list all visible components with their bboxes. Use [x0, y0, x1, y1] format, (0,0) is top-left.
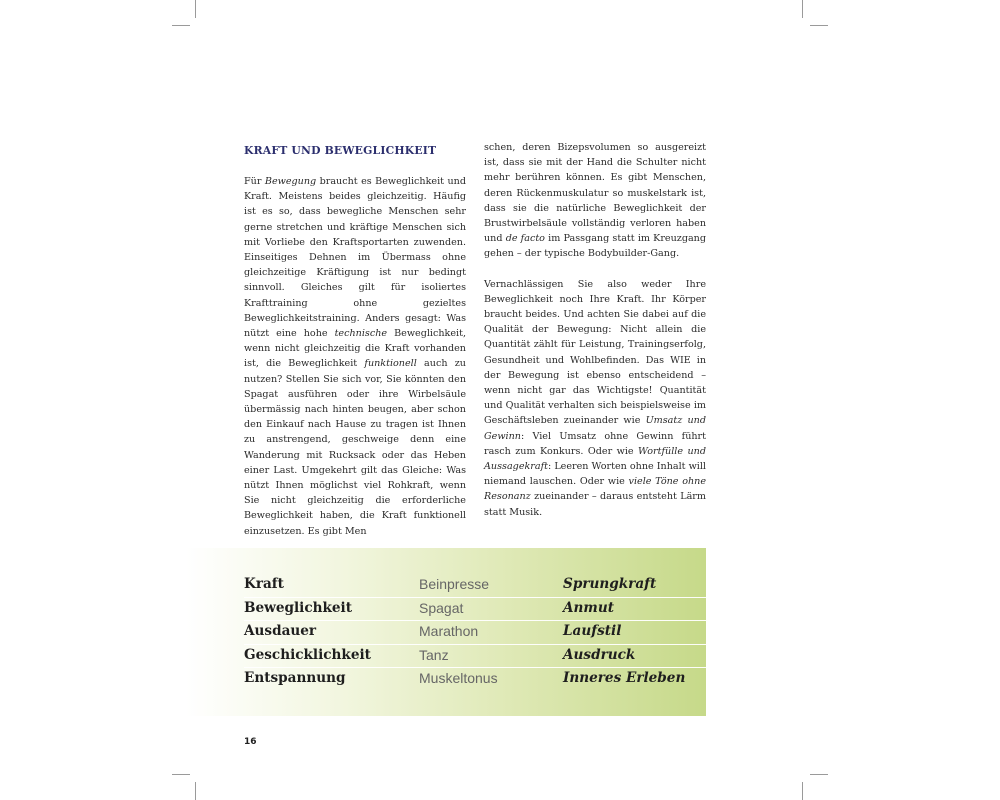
- table-row: [244, 645, 706, 669]
- table-row: [244, 574, 706, 598]
- expression-cell: Anmut: [563, 599, 614, 616]
- crop-mark: [172, 774, 190, 775]
- example-cell: Spagat: [419, 599, 464, 616]
- crop-mark: [802, 0, 803, 18]
- qualities-table: [244, 574, 706, 691]
- left-text-column: [244, 140, 466, 539]
- quality-cell: Beweglichkeit: [244, 599, 352, 616]
- right-text-column: [484, 140, 706, 520]
- crop-mark: [195, 782, 196, 800]
- table-row: [244, 598, 706, 622]
- body-paragraph: schen, deren Bizepsvolumen so ausgereizt ist, dass sie mit der Hand die Schulter nicht mehr berühren können. Es gibt Menschen, deren Rückenmuskulatur so muskelstark ist, dass sie die natürliche Beweglichkeit der Brustwirbelsäule vollständig verloren haben und de facto im Passgang statt im Kreuzgang gehen – der typische Bodybuilder-Gang.: [484, 142, 706, 260]
- crop-mark: [195, 0, 196, 18]
- crop-mark: [810, 25, 828, 26]
- example-cell: Muskeltonus: [419, 670, 498, 687]
- body-paragraph: Für Bewegung braucht es Beweglichkeit und Kraft. Meistens beides gleichzeitig. Häufig ist es so, dass bewegliche Menschen sehr gerne stretchen und kräftige Menschen sich mit Vorliebe den Kraftsportarten zuwenden. Einseitiges Dehnen im Übermass ohne gleichzeitige Kräftigung ist nur bedingt sinnvoll. Gleiches gilt für isoliertes Krafttraining ohne gezieltes Beweglichkeitstraining. Anders gesagt: Was nützt eine hohe technische Beweglichkeit, wenn nicht gleichzeitig die Kraft vorhanden ist, die Beweglichkeit funktionell auch zu nutzen? Stellen Sie sich vor, Sie könnten den Spagat ausführen oder ihre Wirbelsäule übermässig nach hinten beugen, aber schon den Einkauf nach Hause zu tragen ist Ihnen zu anstrengend, geschweige denn eine Wanderung mit Rucksack oder das Heben einer Last. Umgekehrt gilt das Gleiche: Was nützt Ihnen möglichst viel Rohkraft, wenn Sie nicht gleichzeitig die erforderliche Beweglichkeit haben, die Kraft funktionell einzusetzen. Es gibt Men: [244, 176, 466, 537]
- quality-cell: Ausdauer: [244, 623, 317, 640]
- expression-cell: Laufstil: [563, 623, 622, 640]
- expression-cell: Ausdruck: [563, 646, 636, 663]
- table-row: [244, 668, 706, 691]
- table-row: [244, 621, 706, 645]
- crop-mark: [172, 25, 190, 26]
- example-cell: Tanz: [419, 646, 449, 663]
- quality-cell: Geschicklichkeit: [244, 646, 371, 663]
- quality-cell: Entspannung: [244, 670, 346, 687]
- crop-mark: [802, 782, 803, 800]
- example-cell: Beinpresse: [419, 576, 490, 592]
- page-number: 16: [244, 737, 257, 747]
- example-cell: Marathon: [419, 623, 479, 640]
- quality-cell: Kraft: [244, 576, 284, 592]
- section-heading: KRAFT UND BEWEGLICHKEIT: [244, 144, 437, 157]
- expression-cell: Inneres Erleben: [563, 670, 686, 687]
- body-paragraph: Vernachlässigen Sie also weder Ihre Beweglichkeit noch Ihre Kraft. Ihr Körper braucht beides. Und achten Sie dabei auf die Qualität der Bewegung: Nicht allein die Quantität zählt für Leistung, Trainingserfolg, Gesundheit und Wohlbefinden. Das WIE in der Bewegung ist ebenso entscheidend – wenn nicht gar das Wichtigste! Quantität und Qualität verhalten sich beispielsweise im Geschäftsleben zueinander wie Umsatz und Gewinn: Viel Umsatz ohne Gewinn führt rasch zum Konkurs. Oder wie Wortfülle und Aussagekraft: Leeren Worten ohne Inhalt will niemand lauschen. Oder wie viele Töne ohne Resonanz zueinander – daraus entsteht Lärm statt Musik.: [484, 278, 707, 518]
- crop-mark: [810, 774, 828, 775]
- expression-cell: Sprungkraft: [563, 576, 657, 592]
